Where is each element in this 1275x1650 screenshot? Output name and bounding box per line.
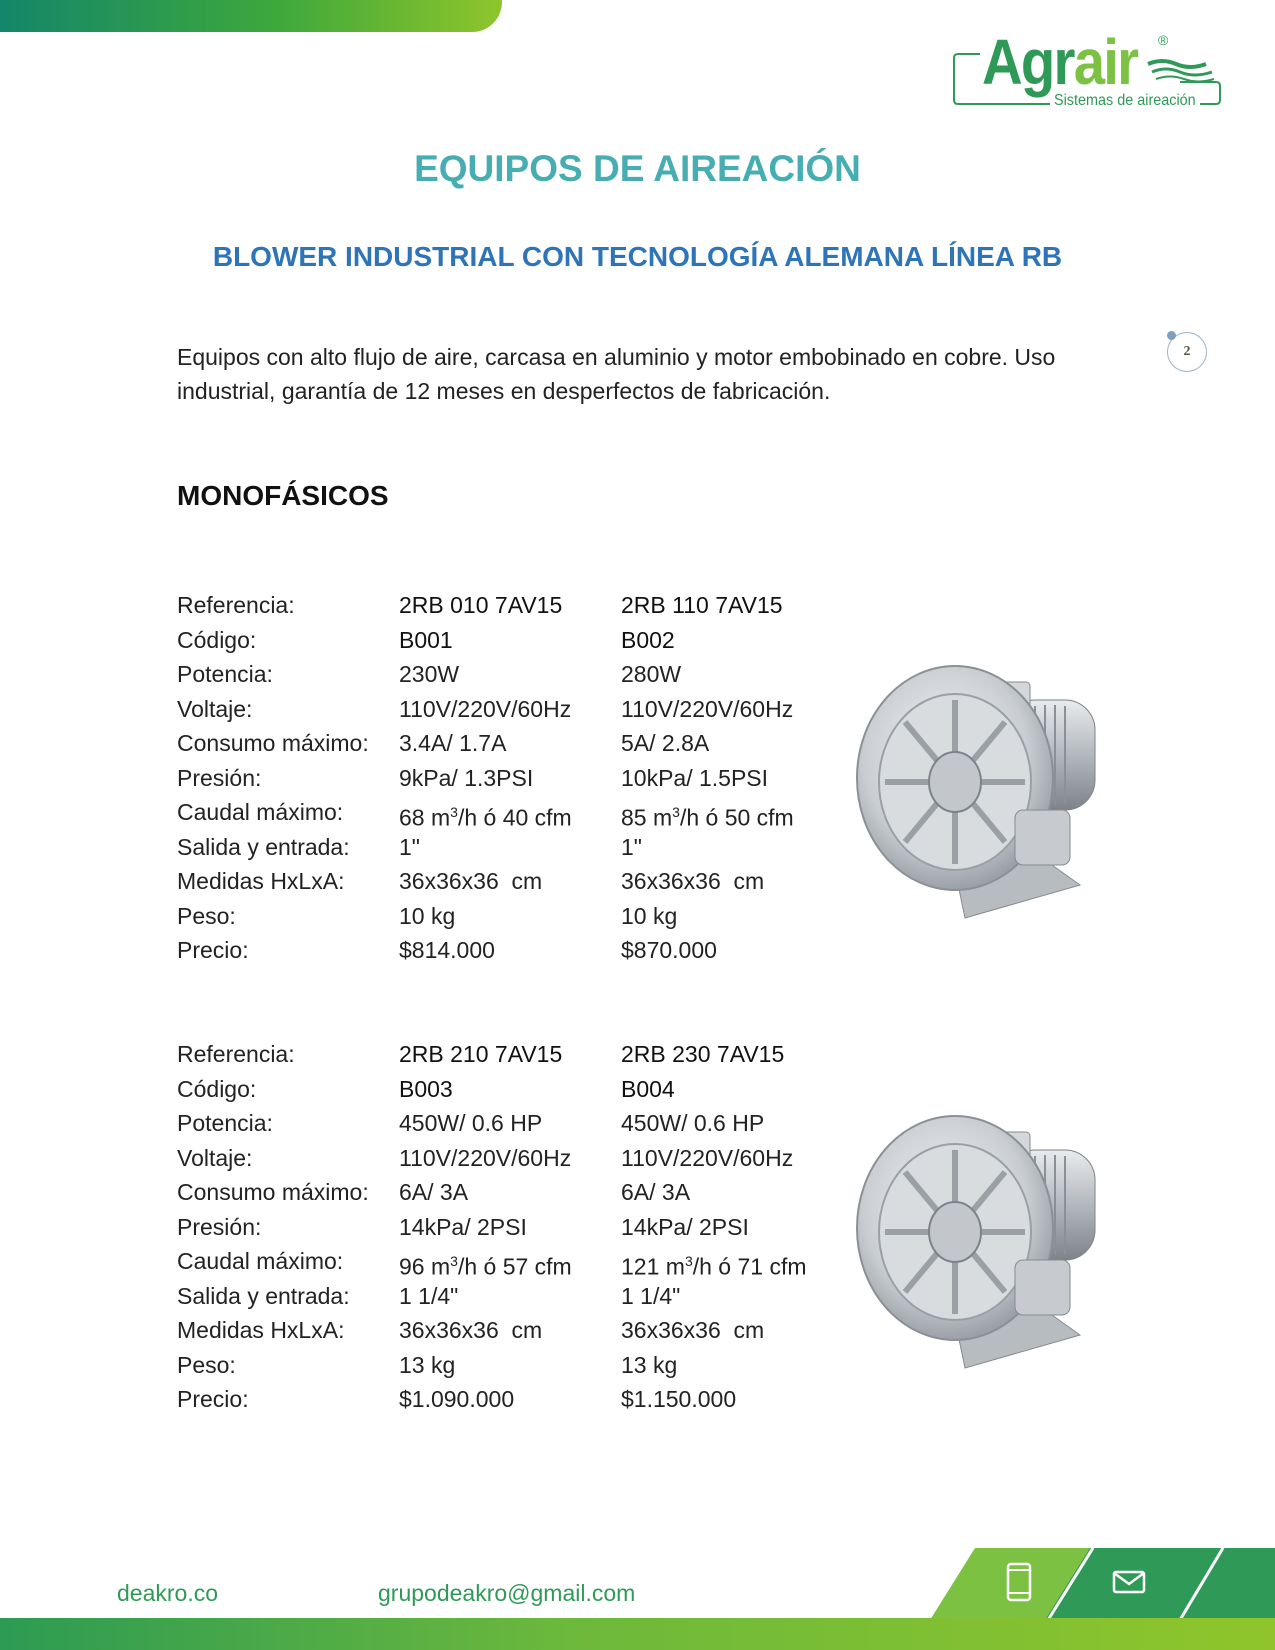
value-consumo: 5A/ 2.8A [621,730,710,756]
logo-wordmark: Agrair [982,26,1138,98]
value-consumo: 3.4A/ 1.7A [399,730,507,756]
label-medidas: Medidas HxLxA: [177,1317,345,1343]
blower-product-image [855,1110,1125,1385]
value-codigo: B003 [399,1075,453,1102]
value-caudal: 96 $m^3/h$ ó 57 cfm [399,1253,572,1280]
value-referencia: 2RB 110 7AV15 [621,592,783,618]
label-salida: Salida y entrada: [177,833,350,860]
page-subtitle: BLOWER INDUSTRIAL CON TECNOLOGÍA ALEMANA LÍNEA RB [212,241,1063,272]
value-peso: 13 kg [621,1351,678,1378]
value-peso: 10 kg [621,902,678,929]
value-presion: 10kPa/ 1.5PSI [621,764,769,791]
value-medidas: 36x36x36 cm [621,868,765,894]
value-salida: 1" [621,833,642,860]
mail-icon[interactable] [1112,1570,1146,1594]
value-peso: 13 kg [399,1351,456,1378]
value-potencia: 450W/ 0.6 HP [399,1110,543,1136]
value-salida: 1 1/4" [399,1282,459,1309]
value-caudal: 68 $m^3/h$ ó 40 cfm [399,804,572,831]
label-voltaje: Voltaje: [177,695,253,722]
value-caudal: 121 $m^3/h$ ó 71 cfm [621,1253,807,1280]
label-caudal: Caudal máximo: [177,1248,344,1274]
footer-website-link[interactable]: deakro.co [117,1580,219,1606]
footer-contact-shapes [930,1548,1275,1620]
label-consumo: Consumo máximo: [177,730,369,756]
value-consumo: 6A/ 3A [621,1179,691,1205]
value-voltaje: 110V/220V/60Hz [621,695,794,722]
value-precio: $1.150.000 [621,1386,737,1412]
value-voltaje: 110V/220V/60Hz [399,695,572,722]
value-presion: 9kPa/ 1.3PSI [399,764,534,791]
label-potencia: Potencia: [177,661,273,687]
value-salida: 1 1/4" [621,1282,681,1309]
section-heading: MONOFÁSICOS [177,480,389,511]
value-consumo: 6A/ 3A [399,1179,469,1205]
value-voltaje: 110V/220V/60Hz [621,1144,794,1171]
value-referencia: 2RB 010 7AV15 [399,592,563,618]
label-peso: Peso: [177,1351,236,1378]
registered-mark: ® [1158,32,1169,48]
value-codigo: B004 [621,1075,675,1102]
value-medidas: 36x36x36 cm [399,868,543,894]
label-voltaje: Voltaje: [177,1144,253,1171]
value-potencia: 280W [621,661,682,687]
value-potencia: 450W/ 0.6 HP [621,1110,765,1136]
phone-icon[interactable] [1006,1562,1032,1602]
value-caudal: 85 $m^3/h$ ó 50 cfm [621,804,794,831]
page-number-badge: 2 [1167,332,1207,372]
top-accent-bar [0,0,502,32]
label-potencia: Potencia: [177,1110,273,1136]
logo-tagline: Sistemas de aireación [1054,92,1196,109]
value-peso: 10 kg [399,902,456,929]
value-medidas: 36x36x36 cm [399,1317,543,1343]
label-referencia: Referencia: [177,592,295,618]
label-peso: Peso: [177,902,236,929]
value-voltaje: 110V/220V/60Hz [399,1144,572,1171]
value-presion: 14kPa/ 2PSI [621,1213,749,1240]
value-salida: 1" [399,833,420,860]
label-presion: Presión: [177,1213,262,1240]
label-consumo: Consumo máximo: [177,1179,369,1205]
blower-product-image [855,660,1125,935]
label-codigo: Código: [177,626,257,653]
intro-paragraph: Equipos con alto flujo de aire, carcasa en aluminio y motor embobinado en cobre. Uso industrial, garantía de 12 meses en desperfectos de fabricación. [177,344,1056,404]
value-precio: $870.000 [621,937,717,963]
footer-email-link[interactable]: grupodeakro@gmail.com [378,1580,636,1606]
value-precio: $814.000 [399,937,495,963]
label-precio: Precio: [177,937,249,963]
label-referencia: Referencia: [177,1041,295,1067]
label-salida: Salida y entrada: [177,1282,350,1309]
value-referencia: 2RB 210 7AV15 [399,1041,563,1067]
label-caudal: Caudal máximo: [177,799,344,825]
bottom-accent-bar [0,1618,1275,1650]
label-presion: Presión: [177,764,262,791]
value-referencia: 2RB 230 7AV15 [621,1041,785,1067]
agrair-logo [950,26,1225,112]
value-precio: $1.090.000 [399,1386,515,1412]
value-codigo: B002 [621,626,675,653]
label-precio: Precio: [177,1386,249,1412]
page-badge-dot [1167,331,1176,340]
value-medidas: 36x36x36 cm [621,1317,765,1343]
value-presion: 14kPa/ 2PSI [399,1213,527,1240]
value-potencia: 230W [399,661,460,687]
value-codigo: B001 [399,626,453,653]
label-codigo: Código: [177,1075,257,1102]
page-title: EQUIPOS DE AIREACIÓN [414,148,861,189]
label-medidas: Medidas HxLxA: [177,868,345,894]
